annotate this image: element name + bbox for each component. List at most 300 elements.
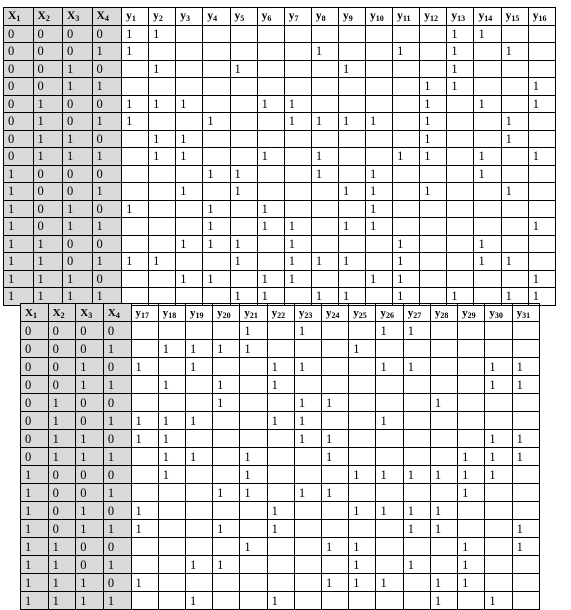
output-cell-y8 — [311, 235, 338, 253]
output-cell-y14 — [474, 43, 501, 61]
header-y17: $y_{17}$ — [131, 304, 158, 322]
table-row — [21, 358, 540, 376]
output-cell-y3: 1 — [176, 148, 203, 166]
output-cell-y18: 1 — [158, 430, 185, 448]
output-cell-y20 — [213, 538, 240, 556]
output-cell-y29 — [458, 412, 485, 430]
output-cell-y5 — [230, 78, 257, 96]
table-row — [4, 148, 556, 166]
output-cell-y11 — [393, 60, 420, 78]
output-cell-y25 — [349, 394, 376, 412]
truth-table-outputs-y1-y16 — [3, 7, 556, 306]
input-cell-x1: 1 — [4, 270, 34, 288]
output-cell-y31: 1 — [512, 430, 539, 448]
input-cell-x3: 1 — [76, 430, 104, 448]
input-cell-x1: 1 — [4, 218, 34, 236]
output-cell-y26 — [376, 430, 403, 448]
output-cell-y9 — [338, 130, 365, 148]
output-cell-y19 — [185, 466, 212, 484]
header-y23: $y_{23}$ — [294, 304, 321, 322]
table-row — [4, 95, 556, 113]
output-cell-y19 — [185, 520, 212, 538]
output-cell-y24 — [322, 466, 349, 484]
table-row — [21, 322, 540, 340]
output-cell-y15 — [501, 200, 528, 218]
table-row — [4, 25, 556, 43]
input-cell-x2: 1 — [33, 235, 63, 253]
output-cell-y24: 1 — [322, 448, 349, 466]
output-cell-y30 — [485, 520, 512, 538]
output-cell-y17 — [131, 556, 158, 574]
output-cell-y5 — [230, 130, 257, 148]
header-y1: $y_1$ — [122, 8, 149, 26]
input-cell-x1: 0 — [21, 412, 49, 430]
input-cell-x3: 0 — [76, 466, 104, 484]
input-cell-x4: 0 — [92, 165, 122, 183]
output-cell-y3 — [176, 253, 203, 271]
output-cell-y15: 1 — [501, 253, 528, 271]
output-cell-y1 — [122, 270, 149, 288]
header-y4: $y_4$ — [203, 8, 230, 26]
input-cell-x2: 1 — [48, 592, 76, 610]
output-cell-y31 — [512, 556, 539, 574]
output-cell-y29 — [458, 340, 485, 358]
output-cell-y22: 1 — [267, 412, 294, 430]
output-cell-y6 — [257, 60, 284, 78]
header-y9: $y_9$ — [338, 8, 365, 26]
output-cell-y1 — [122, 78, 149, 96]
table-row — [21, 556, 540, 574]
input-cell-x1: 0 — [4, 25, 34, 43]
output-cell-y21: 1 — [240, 322, 267, 340]
output-cell-y3 — [176, 165, 203, 183]
input-cell-x2: 1 — [33, 288, 63, 306]
output-cell-y26 — [376, 484, 403, 502]
header-y6: $y_6$ — [257, 8, 284, 26]
input-cell-x4: 0 — [92, 200, 122, 218]
output-cell-y28 — [430, 430, 457, 448]
header-y30: $y_{30}$ — [485, 304, 512, 322]
output-cell-y31 — [512, 574, 539, 592]
output-cell-y30: 1 — [485, 592, 512, 610]
output-cell-y1 — [122, 183, 149, 201]
output-cell-y24 — [322, 340, 349, 358]
output-cell-y11 — [393, 25, 420, 43]
output-cell-y25 — [349, 592, 376, 610]
output-cell-y9 — [338, 43, 365, 61]
input-cell-x3: 1 — [76, 376, 104, 394]
output-cell-y3: 1 — [176, 95, 203, 113]
output-cell-y7: 1 — [284, 113, 311, 131]
input-cell-x1: 1 — [21, 574, 49, 592]
output-cell-y29 — [458, 394, 485, 412]
output-cell-y14: 1 — [474, 235, 501, 253]
output-cell-y31 — [512, 592, 539, 610]
input-cell-x2: 1 — [48, 430, 76, 448]
output-cell-y16 — [528, 60, 555, 78]
input-cell-x2: 0 — [33, 165, 63, 183]
header-y14: $y_{14}$ — [474, 8, 501, 26]
input-cell-x2: 0 — [33, 183, 63, 201]
output-cell-y10 — [366, 25, 393, 43]
output-cell-y10: 1 — [366, 270, 393, 288]
output-cell-y5 — [230, 270, 257, 288]
output-cell-y31 — [512, 340, 539, 358]
output-cell-y10 — [366, 253, 393, 271]
output-cell-y28: 1 — [430, 502, 457, 520]
output-cell-y28 — [430, 376, 457, 394]
output-cell-y29 — [458, 376, 485, 394]
output-cell-y30: 1 — [485, 448, 512, 466]
header-y7: $y_7$ — [284, 8, 311, 26]
input-cell-x2: 0 — [33, 200, 63, 218]
output-cell-y18 — [158, 322, 185, 340]
output-cell-y13 — [447, 148, 474, 166]
output-cell-y20 — [213, 322, 240, 340]
input-cell-x3: 1 — [63, 78, 93, 96]
output-cell-y29: 1 — [458, 556, 485, 574]
output-cell-y19: 1 — [185, 556, 212, 574]
output-cell-y1 — [122, 235, 149, 253]
output-cell-y21 — [240, 502, 267, 520]
output-cell-y22: 1 — [267, 520, 294, 538]
output-cell-y15 — [501, 270, 528, 288]
input-cell-x2: 1 — [33, 270, 63, 288]
output-cell-y22 — [267, 448, 294, 466]
output-cell-y1: 1 — [122, 253, 149, 271]
input-cell-x2: 1 — [33, 148, 63, 166]
input-cell-x4: 1 — [103, 484, 131, 502]
input-cell-x2: 0 — [33, 60, 63, 78]
output-cell-y8 — [311, 183, 338, 201]
output-cell-y25 — [349, 484, 376, 502]
output-cell-y29: 1 — [458, 466, 485, 484]
output-cell-y11: 1 — [393, 43, 420, 61]
output-cell-y17 — [131, 592, 158, 610]
table-row — [4, 43, 556, 61]
output-cell-y27 — [403, 592, 430, 610]
output-cell-y10: 1 — [366, 165, 393, 183]
input-cell-x3: 0 — [63, 113, 93, 131]
output-cell-y17: 1 — [131, 520, 158, 538]
table-row — [4, 165, 556, 183]
output-cell-y16 — [528, 43, 555, 61]
input-cell-x1: 1 — [21, 556, 49, 574]
input-cell-x4: 1 — [92, 148, 122, 166]
output-cell-y29: 1 — [458, 538, 485, 556]
input-cell-x1: 0 — [4, 95, 34, 113]
output-cell-y13 — [447, 165, 474, 183]
output-cell-y12 — [420, 253, 447, 271]
input-cell-x4: 1 — [103, 376, 131, 394]
output-cell-y11 — [393, 200, 420, 218]
output-cell-y14: 1 — [474, 95, 501, 113]
output-cell-y16 — [528, 253, 555, 271]
output-cell-y8 — [311, 270, 338, 288]
output-cell-y9: 1 — [338, 60, 365, 78]
output-cell-y21 — [240, 520, 267, 538]
output-cell-y4 — [203, 78, 230, 96]
input-cell-x4: 1 — [103, 340, 131, 358]
output-cell-y9 — [338, 200, 365, 218]
output-cell-y5: 1 — [230, 60, 257, 78]
output-cell-y22 — [267, 394, 294, 412]
input-cell-x4: 1 — [92, 43, 122, 61]
output-cell-y6: 1 — [257, 218, 284, 236]
input-cell-x3: 1 — [76, 358, 104, 376]
input-cell-x4: 0 — [103, 574, 131, 592]
input-cell-x4: 1 — [103, 412, 131, 430]
output-cell-y20 — [213, 574, 240, 592]
output-cell-y23 — [294, 502, 321, 520]
output-cell-y14: 1 — [474, 165, 501, 183]
output-cell-y30 — [485, 322, 512, 340]
output-cell-y23 — [294, 592, 321, 610]
table-row — [21, 484, 540, 502]
output-cell-y29 — [458, 592, 485, 610]
output-cell-y9 — [338, 270, 365, 288]
output-cell-y18: 1 — [158, 340, 185, 358]
input-cell-x2: 0 — [33, 43, 63, 61]
output-cell-y24: 1 — [322, 430, 349, 448]
output-cell-y16: 1 — [528, 95, 555, 113]
input-cell-x1: 0 — [21, 448, 49, 466]
output-cell-y1: 1 — [122, 113, 149, 131]
input-cell-x1: 0 — [4, 43, 34, 61]
output-cell-y27: 1 — [403, 358, 430, 376]
input-cell-x3: 0 — [63, 235, 93, 253]
output-cell-y31: 1 — [512, 376, 539, 394]
output-cell-y6: 1 — [257, 270, 284, 288]
output-cell-y10: 1 — [366, 218, 393, 236]
output-cell-y26 — [376, 538, 403, 556]
input-cell-x4: 0 — [92, 60, 122, 78]
table-row — [21, 394, 540, 412]
output-cell-y19: 1 — [185, 592, 212, 610]
output-cell-y2 — [149, 270, 176, 288]
table-row — [4, 130, 556, 148]
table-row — [4, 270, 556, 288]
output-cell-y23: 1 — [294, 358, 321, 376]
output-cell-y3: 1 — [176, 235, 203, 253]
input-cell-x4: 0 — [92, 270, 122, 288]
output-cell-y19 — [185, 502, 212, 520]
output-cell-y17 — [131, 484, 158, 502]
header-y15: $y_{15}$ — [501, 8, 528, 26]
output-cell-y26: 1 — [376, 412, 403, 430]
output-cell-y7: 1 — [284, 218, 311, 236]
input-cell-x1: 1 — [21, 466, 49, 484]
header-y22: $y_{22}$ — [267, 304, 294, 322]
output-cell-y1: 1 — [122, 43, 149, 61]
table-row — [4, 218, 556, 236]
output-cell-y6 — [257, 25, 284, 43]
output-cell-y3 — [176, 43, 203, 61]
output-cell-y11 — [393, 78, 420, 96]
input-cell-x1: 1 — [4, 288, 34, 306]
output-cell-y13 — [447, 183, 474, 201]
input-cell-x1: 1 — [21, 520, 49, 538]
output-cell-y8 — [311, 25, 338, 43]
output-cell-y29: 1 — [458, 484, 485, 502]
header-y16: $y_{16}$ — [528, 8, 555, 26]
table-row — [21, 412, 540, 430]
output-cell-y16: 1 — [528, 288, 555, 306]
input-cell-x1: 1 — [4, 200, 34, 218]
input-cell-x1: 1 — [21, 502, 49, 520]
output-cell-y26 — [376, 448, 403, 466]
output-cell-y4 — [203, 60, 230, 78]
output-cell-y10 — [366, 60, 393, 78]
output-cell-y20: 1 — [213, 340, 240, 358]
output-cell-y18 — [158, 538, 185, 556]
output-cell-y20: 1 — [213, 376, 240, 394]
table-row — [4, 200, 556, 218]
output-cell-y6 — [257, 253, 284, 271]
input-cell-x4: 0 — [103, 430, 131, 448]
output-cell-y18 — [158, 358, 185, 376]
output-cell-y31 — [512, 322, 539, 340]
output-cell-y11 — [393, 183, 420, 201]
input-cell-x4: 0 — [92, 95, 122, 113]
input-cell-x3: 0 — [63, 253, 93, 271]
output-cell-y13 — [447, 113, 474, 131]
output-cell-y18: 1 — [158, 448, 185, 466]
input-cell-x1: 0 — [4, 113, 34, 131]
output-cell-y30 — [485, 394, 512, 412]
output-cell-y24: 1 — [322, 484, 349, 502]
output-cell-y4 — [203, 43, 230, 61]
input-cell-x3: 0 — [76, 412, 104, 430]
output-cell-y4 — [203, 95, 230, 113]
input-cell-x2: 1 — [33, 253, 63, 271]
output-cell-y15 — [501, 218, 528, 236]
output-cell-y7: 1 — [284, 253, 311, 271]
output-cell-y3: 1 — [176, 183, 203, 201]
header-y24: $y_{24}$ — [322, 304, 349, 322]
input-cell-x3: 0 — [76, 340, 104, 358]
header-x1: $X_1$ — [4, 8, 34, 26]
output-cell-y20 — [213, 430, 240, 448]
output-cell-y17: 1 — [131, 358, 158, 376]
input-cell-x3: 1 — [76, 448, 104, 466]
output-cell-y25 — [349, 520, 376, 538]
output-cell-y25: 1 — [349, 502, 376, 520]
output-cell-y15 — [501, 25, 528, 43]
output-cell-y27 — [403, 340, 430, 358]
header-y2: $y_2$ — [149, 8, 176, 26]
output-cell-y9: 1 — [338, 183, 365, 201]
table-row — [4, 253, 556, 271]
output-cell-y13 — [447, 235, 474, 253]
input-cell-x3: 0 — [63, 165, 93, 183]
output-cell-y3 — [176, 25, 203, 43]
output-cell-y23 — [294, 556, 321, 574]
output-cell-y15 — [501, 148, 528, 166]
output-cell-y5: 1 — [230, 183, 257, 201]
input-cell-x2: 1 — [48, 574, 76, 592]
header-y20: $y_{20}$ — [213, 304, 240, 322]
input-cell-x4: 1 — [92, 78, 122, 96]
input-cell-x4: 1 — [92, 253, 122, 271]
output-cell-y6 — [257, 78, 284, 96]
output-cell-y21 — [240, 358, 267, 376]
header-y13: $y_{13}$ — [447, 8, 474, 26]
output-cell-y22 — [267, 556, 294, 574]
header-x4: $X_4$ — [92, 8, 122, 26]
output-cell-y17 — [131, 394, 158, 412]
output-cell-y14 — [474, 60, 501, 78]
output-cell-y13 — [447, 95, 474, 113]
output-cell-y27 — [403, 448, 430, 466]
output-cell-y30: 1 — [485, 466, 512, 484]
output-cell-y2: 1 — [149, 25, 176, 43]
output-cell-y24: 1 — [322, 538, 349, 556]
output-cell-y12 — [420, 200, 447, 218]
header-y27: $y_{27}$ — [403, 304, 430, 322]
header-x1: $X_1$ — [21, 304, 49, 322]
table-row — [21, 574, 540, 592]
output-cell-y8 — [311, 95, 338, 113]
output-cell-y23 — [294, 574, 321, 592]
input-cell-x3: 0 — [63, 95, 93, 113]
input-cell-x1: 0 — [21, 322, 49, 340]
output-cell-y22: 1 — [267, 376, 294, 394]
output-cell-y11 — [393, 218, 420, 236]
header-y28: $y_{28}$ — [430, 304, 457, 322]
output-cell-y3 — [176, 60, 203, 78]
output-cell-y20: 1 — [213, 556, 240, 574]
output-cell-y2 — [149, 165, 176, 183]
header-y8: $y_8$ — [311, 8, 338, 26]
output-cell-y31: 1 — [512, 358, 539, 376]
output-cell-y16: 1 — [528, 78, 555, 96]
output-cell-y27 — [403, 574, 430, 592]
output-cell-y5 — [230, 43, 257, 61]
input-cell-x2: 0 — [48, 340, 76, 358]
output-cell-y15: 1 — [501, 183, 528, 201]
output-cell-y28: 1 — [430, 394, 457, 412]
output-cell-y14: 1 — [474, 148, 501, 166]
output-cell-y18 — [158, 484, 185, 502]
output-cell-y24 — [322, 592, 349, 610]
output-cell-y25 — [349, 376, 376, 394]
input-cell-x2: 0 — [48, 358, 76, 376]
output-cell-y17 — [131, 322, 158, 340]
output-cell-y2: 1 — [149, 130, 176, 148]
input-cell-x2: 0 — [48, 520, 76, 538]
input-cell-x4: 0 — [103, 322, 131, 340]
input-cell-x3: 1 — [76, 592, 104, 610]
output-cell-y26: 1 — [376, 358, 403, 376]
output-cell-y28 — [430, 538, 457, 556]
output-cell-y8: 1 — [311, 148, 338, 166]
output-cell-y5 — [230, 148, 257, 166]
output-cell-y10 — [366, 95, 393, 113]
output-cell-y6 — [257, 165, 284, 183]
output-cell-y15 — [501, 95, 528, 113]
output-cell-y12 — [420, 235, 447, 253]
output-cell-y31 — [512, 412, 539, 430]
output-cell-y17: 1 — [131, 574, 158, 592]
output-cell-y24: 1 — [322, 394, 349, 412]
output-cell-y19: 1 — [185, 358, 212, 376]
output-cell-y21 — [240, 556, 267, 574]
output-cell-y9 — [338, 95, 365, 113]
output-cell-y22 — [267, 430, 294, 448]
output-cell-y13: 1 — [447, 25, 474, 43]
output-cell-y4: 1 — [203, 218, 230, 236]
